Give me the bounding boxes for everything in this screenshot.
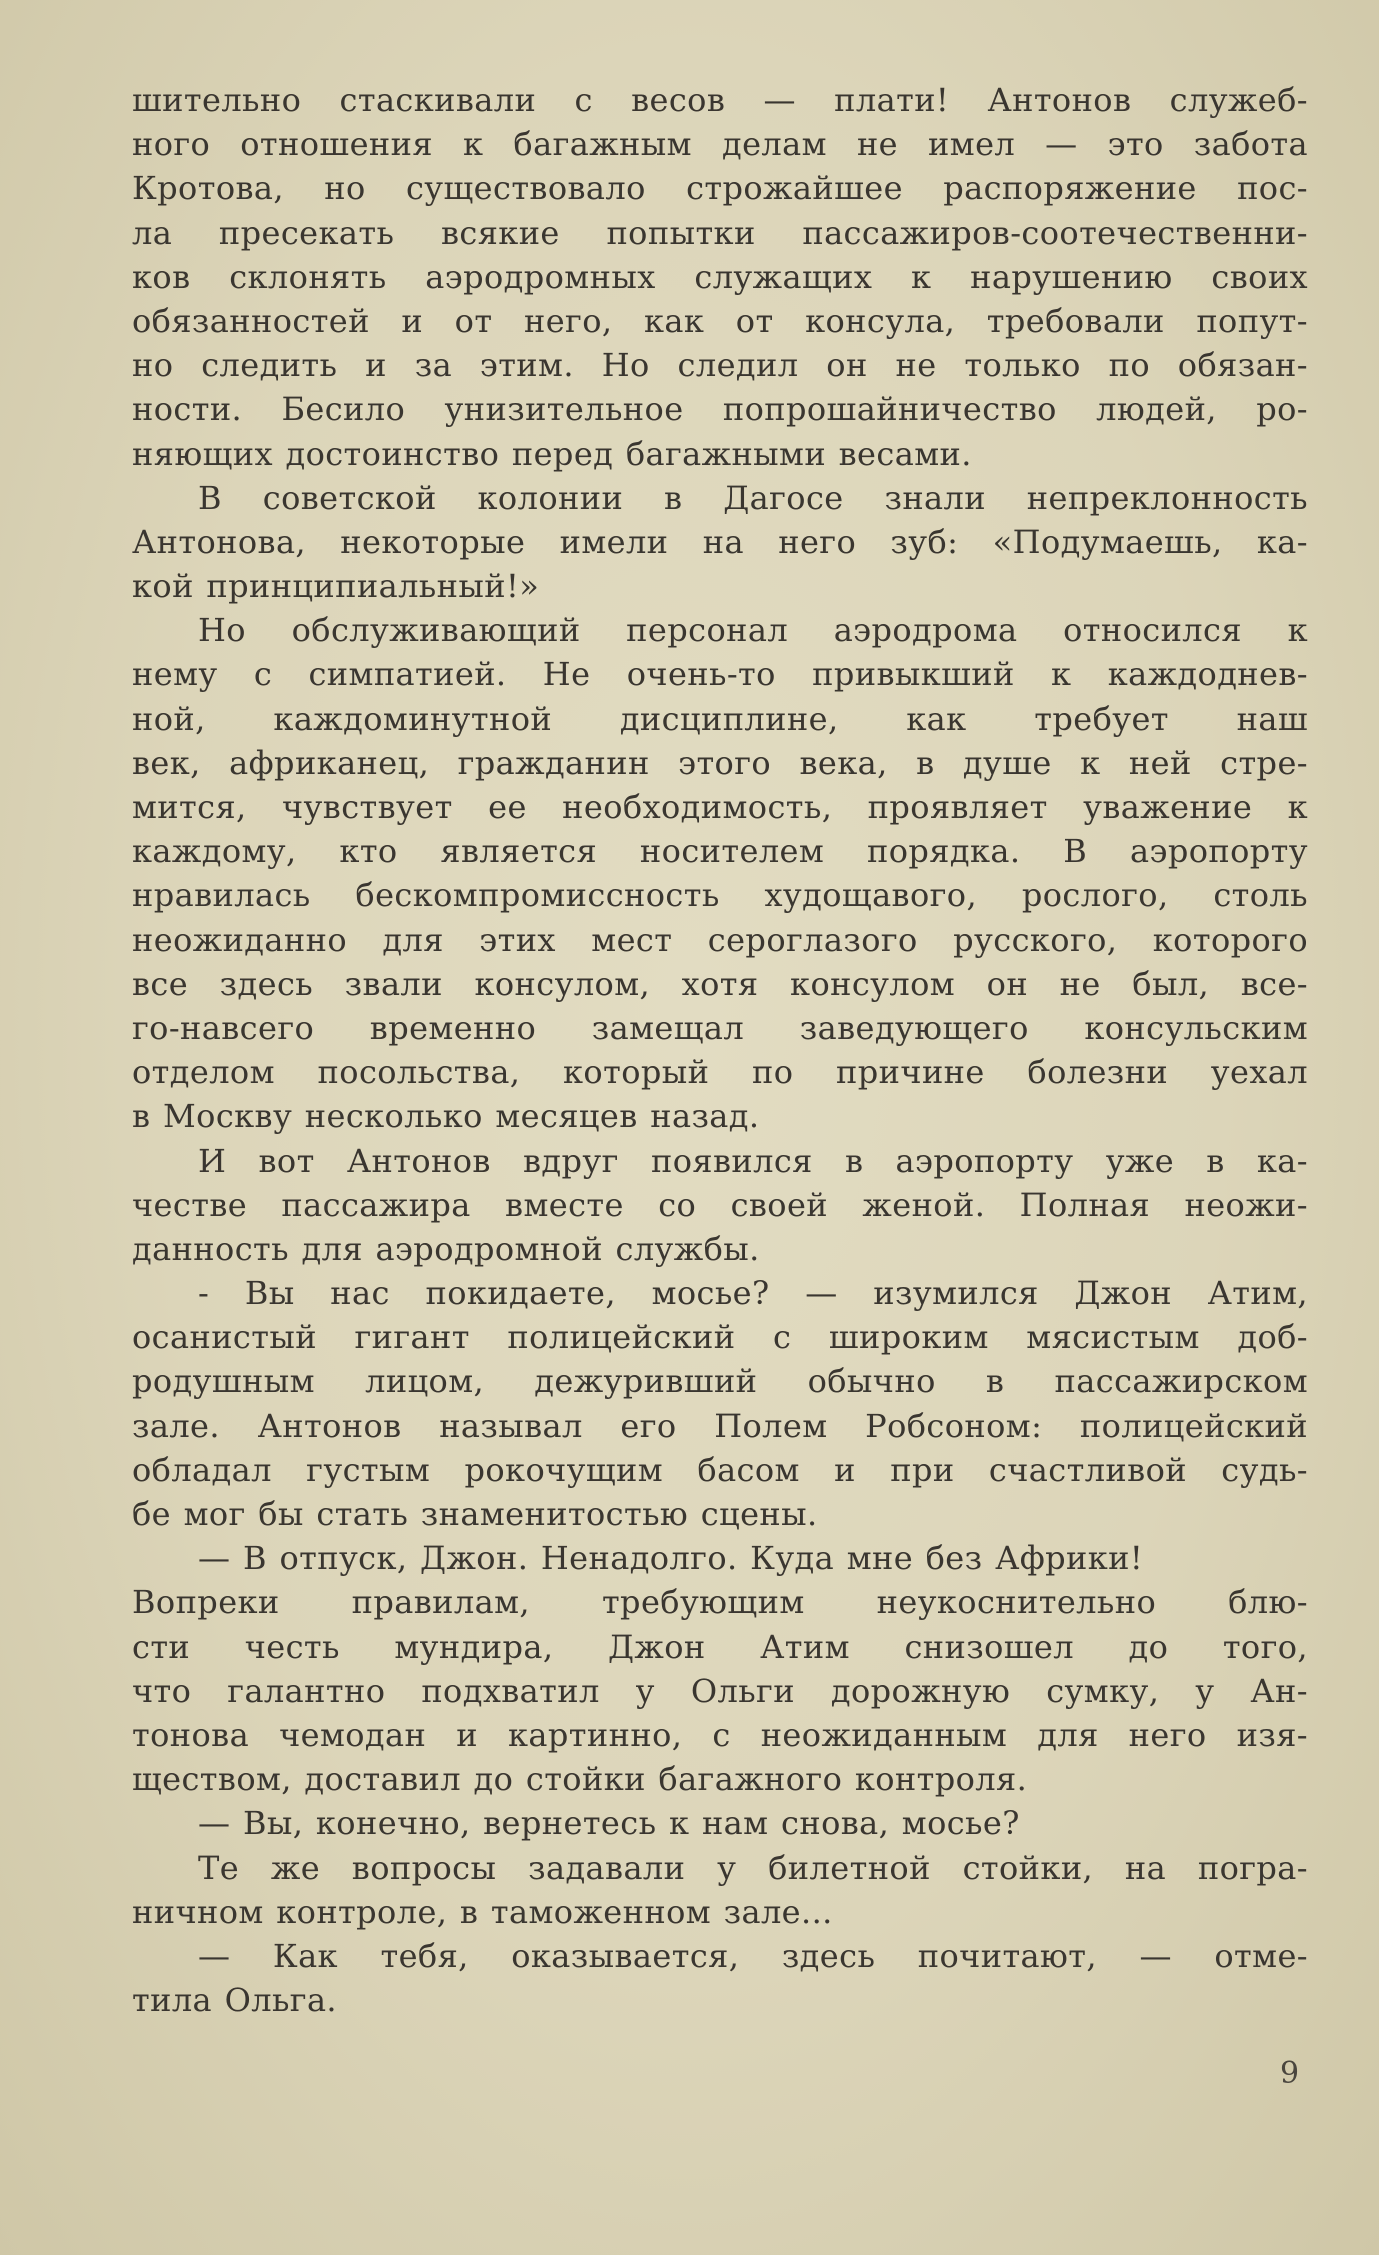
text-line: в Москву несколько месяцев назад. — [132, 1097, 760, 1136]
text-line: ности. Бесило унизительное попрошайничество людей, ро- — [132, 390, 1308, 429]
text-line: честве пассажира вместе со своей женой. Полная неожи- — [132, 1185, 1308, 1224]
text-line: Но обслуживающий персонал аэродрома относился к — [198, 611, 1308, 650]
text-line: ной, каждоминутной дисциплине, как требует наш — [132, 699, 1308, 738]
text-line: отделом посольства, который по причине болезни уехал — [132, 1053, 1308, 1092]
text-line: — В отпуск, Джон. Ненадолго. Куда мне без Африки! — [198, 1539, 1144, 1578]
text-line: неожиданно для этих мест сероглазого русского, которого — [132, 920, 1308, 959]
text-line: Кротова, но существовало строжайшее распоряжение пос- — [132, 169, 1308, 208]
text-line: обязанностей и от него, как от консула, требовали попут- — [132, 301, 1308, 340]
text-line: И вот Антонов вдруг появился в аэропорту уже в ка- — [198, 1141, 1308, 1180]
text-line: ного отношения к багажным делам не имел — это забота — [132, 125, 1308, 164]
text-line: няющих достоинство перед багажными весами. — [132, 434, 972, 473]
text-line: — Вы, конечно, вернетесь к нам снова, мосье? — [198, 1804, 1020, 1843]
text-line: нравилась бескомпромиссность худощавого, рослого, столь — [132, 876, 1308, 915]
page-body-text — [132, 78, 1308, 2022]
text-line: родушным лицом, дежуривший обычно в пассажирском — [132, 1362, 1308, 1401]
text-line: каждому, кто является носителем порядка. В аэропорту — [132, 832, 1308, 871]
text-line: осанистый гигант полицейский с широким мясистым доб- — [132, 1318, 1308, 1357]
text-line: шительно стаскивали с весов — плати! Антонов служеб- — [132, 81, 1308, 119]
text-line: зале. Антонов называл его Полем Робсоном: полицейский — [132, 1406, 1308, 1445]
text-line: нему с симпатией. Не очень-то привыкший к каждоднев- — [132, 655, 1308, 694]
text-line: Антонова, некоторые имели на него зуб: «Подумаешь, ка- — [132, 522, 1308, 561]
text-line: ков склонять аэродромных служащих к нарушению своих — [132, 257, 1308, 296]
text-line: — Как тебя, оказывается, здесь почитают, — отме- — [198, 1936, 1308, 1975]
text-line: кой принципиальный!» — [132, 567, 540, 606]
text-line: ничном контроле, в таможенном зале... — [132, 1892, 833, 1931]
text-line: мится, чувствует ее необходимость, проявляет уважение к — [132, 788, 1308, 826]
text-line: что галантно подхватил у Ольги дорожную сумку, у Ан- — [132, 1671, 1308, 1710]
text-line: тила Ольга. — [132, 1981, 338, 2020]
text-line: но следить и за этим. Но следил он не только по обязан- — [132, 346, 1308, 385]
page-number: 9 — [1280, 2056, 1300, 2091]
text-line: все здесь звали консулом, хотя консулом он не был, все- — [132, 964, 1308, 1003]
text-line: данность для аэродромной службы. — [132, 1229, 760, 1268]
text-line: бе мог бы стать знаменитостью сцены. — [132, 1495, 818, 1533]
text-line: - Вы нас покидаете, мосье? — изумился Джон Атим, — [198, 1274, 1308, 1313]
text-line: ществом, доставил до стойки багажного контроля. — [132, 1760, 1028, 1799]
text-line: Те же вопросы задавали у билетной стойки, на погра- — [198, 1848, 1308, 1887]
text-line: го-навсего временно замещал заведующего консульским — [132, 1008, 1308, 1047]
text-line: век, африканец, гражданин этого века, в душе к ней стре- — [132, 743, 1308, 782]
text-line: ла пресекать всякие попытки пассажиров-соотечественни- — [132, 213, 1308, 252]
text-line: обладал густым рокочущим басом и при счастливой судь- — [132, 1450, 1308, 1489]
text-line: В советской колонии в Дагосе знали непреклонность — [198, 478, 1308, 517]
text-line: Вопреки правилам, требующим неукоснительно блю- — [132, 1583, 1308, 1622]
text-line: сти честь мундира, Джон Атим снизошел до того, — [132, 1627, 1308, 1666]
text-line: тонова чемодан и картинно, с неожиданным для него изя- — [132, 1715, 1308, 1754]
